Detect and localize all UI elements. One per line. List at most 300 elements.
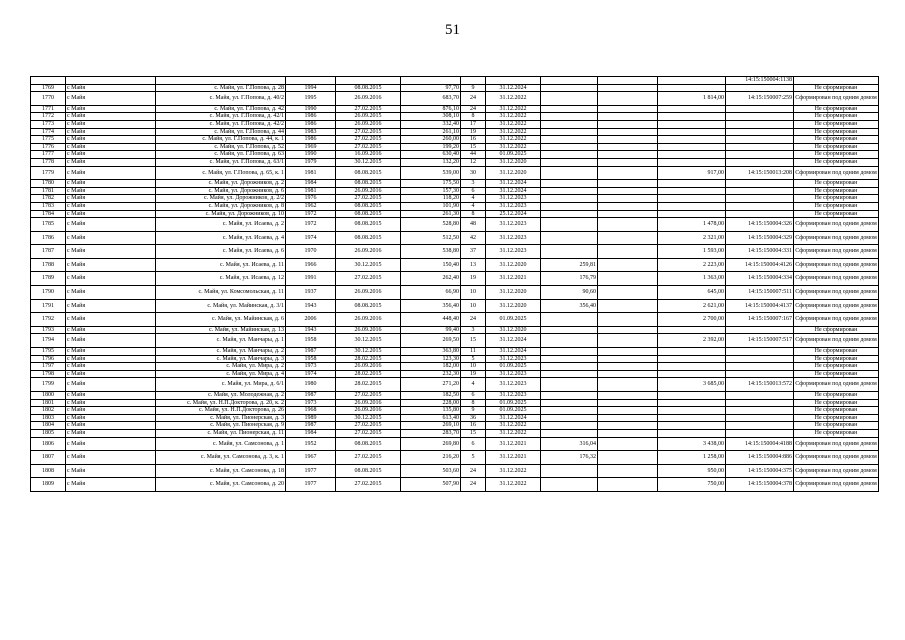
count-cell: 48 [461, 218, 486, 232]
address-cell: с. Майя, ул. Мира, д. 2 [156, 363, 286, 371]
area-cell: 216,20 [401, 451, 461, 465]
build-year-cell: 1973 [286, 399, 336, 407]
area-cell: 261,10 [401, 128, 461, 136]
inspection-date-cell: 08.08.2015 [336, 437, 401, 451]
table-row [31, 286, 879, 300]
table-row [31, 113, 879, 121]
empty-cell [598, 166, 658, 180]
count-cell: 3 [461, 326, 486, 334]
value-cell [541, 313, 598, 327]
build-year-cell: 1969 [286, 143, 336, 151]
value-cell [541, 84, 598, 92]
table-row [31, 326, 879, 334]
cadastral-number-cell [726, 202, 794, 210]
build-year-cell: 1952 [286, 437, 336, 451]
row-number-cell: 1776 [31, 143, 66, 151]
deadline-cell: 31.12.2024 [486, 348, 541, 356]
settlement-cell: с Майя [66, 258, 156, 272]
table-row [31, 334, 879, 348]
land-status-cell: Не сформирован [794, 151, 879, 159]
row-number-cell: 1777 [31, 151, 66, 159]
build-year-cell: 1958 [286, 355, 336, 363]
land-area-cell [658, 180, 726, 188]
row-number-cell: 1783 [31, 202, 66, 210]
settlement-cell: с Майя [66, 429, 156, 437]
inspection-date-cell: 26.09.2016 [336, 92, 401, 106]
land-status-cell: Сформирован под одним домом [794, 286, 879, 300]
inspection-date-cell: 27.02.2015 [336, 195, 401, 203]
row-number-cell: 1785 [31, 218, 66, 232]
cadastral-number-cell [726, 113, 794, 121]
empty-cell [598, 272, 658, 286]
value-cell [541, 136, 598, 144]
table-row [31, 437, 879, 451]
cadastral-number-cell [726, 370, 794, 378]
land-area-cell [658, 326, 726, 334]
cadastral-number-cell [726, 363, 794, 371]
deadline-cell: 01.09.2025 [486, 407, 541, 415]
value-cell [541, 187, 598, 195]
count-cell: 4 [461, 378, 486, 392]
table-row [31, 422, 879, 430]
area-cell: 99,40 [401, 326, 461, 334]
row-number-cell: 1795 [31, 348, 66, 356]
count-cell: 15 [461, 334, 486, 348]
row-number-cell: 1809 [31, 478, 66, 492]
empty-cell [598, 128, 658, 136]
land-status-cell: Не сформирован [794, 392, 879, 400]
count-cell: 30 [461, 166, 486, 180]
land-area-cell: 1 814,00 [658, 92, 726, 106]
value-cell [541, 378, 598, 392]
land-status-cell: Сформирован под одним домом [794, 478, 879, 492]
deadline-cell: 31.12.2020 [486, 326, 541, 334]
land-area-cell [658, 414, 726, 422]
count-cell: 4 [461, 202, 486, 210]
table-row [31, 478, 879, 492]
area-cell: 613,40 [401, 414, 461, 422]
empty-cell [598, 313, 658, 327]
value-cell: 316,04 [541, 437, 598, 451]
area-cell: 283,70 [401, 429, 461, 437]
inspection-date-cell: 26.09.2016 [336, 326, 401, 334]
row-number-cell: 1774 [31, 128, 66, 136]
inspection-date-cell: 26.09.2016 [336, 245, 401, 259]
inspection-date-cell: 08.08.2015 [336, 299, 401, 313]
cadastral-number-cell: 14:15:150004:1138 [726, 77, 794, 85]
land-area-cell: 2 321,00 [658, 231, 726, 245]
value-cell [541, 231, 598, 245]
land-status-cell: Сформирован под одним домом [794, 299, 879, 313]
value-cell [541, 195, 598, 203]
land-status-cell: Сформирован под одним домом [794, 218, 879, 232]
land-area-cell: 2 223,00 [658, 258, 726, 272]
address-cell: с. Майя, ул. Дорожников, д. 8 [156, 202, 286, 210]
address-cell: с. Майя, ул. Г.Попова, д. 63/1 [156, 158, 286, 166]
table-row [31, 378, 879, 392]
value-cell [541, 464, 598, 478]
table-row [31, 202, 879, 210]
value-cell [541, 348, 598, 356]
land-status-cell: Не сформирован [794, 113, 879, 121]
build-year-cell: 1995 [286, 92, 336, 106]
value-cell [541, 422, 598, 430]
build-year-cell: 1981 [286, 166, 336, 180]
cadastral-number-cell: 14:15:150004:334 [726, 272, 794, 286]
area-cell: 262,40 [401, 272, 461, 286]
deadline-cell: 31.12.2022 [486, 92, 541, 106]
cadastral-number-cell: 14:15:150004:326 [726, 218, 794, 232]
settlement-cell: с Майя [66, 399, 156, 407]
empty-cell [598, 105, 658, 113]
land-status-cell: Не сформирован [794, 422, 879, 430]
land-area-cell [658, 158, 726, 166]
address-cell: с. Майя, ул. Манчары, д. 1 [156, 334, 286, 348]
count-cell: 17 [461, 120, 486, 128]
empty-cell [598, 143, 658, 151]
deadline-cell: 01.09.2025 [486, 313, 541, 327]
empty-cell [598, 370, 658, 378]
land-status-cell: Сформирован под одним домом [794, 272, 879, 286]
cadastral-number-cell [726, 187, 794, 195]
address-cell: с. Майя, ул. Исаева, д. 11 [156, 258, 286, 272]
build-year-cell: 2006 [286, 313, 336, 327]
address-cell: с. Майя, ул. Г.Попова, д. 40/2 [156, 92, 286, 106]
land-status-cell: Сформирован под одним домом [794, 92, 879, 106]
land-status-cell: Не сформирован [794, 429, 879, 437]
row-number-cell: 1791 [31, 299, 66, 313]
deadline-cell: 31.12.2023 [486, 392, 541, 400]
count-cell: 6 [461, 187, 486, 195]
inspection-date-cell: 08.08.2015 [336, 166, 401, 180]
count-cell: 11 [461, 348, 486, 356]
land-status-cell: Сформирован под одним домом [794, 451, 879, 465]
inspection-date-cell: 08.08.2015 [336, 84, 401, 92]
address-cell: с. Майя, ул. Майинская, д. 13 [156, 326, 286, 334]
value-cell [541, 202, 598, 210]
settlement-cell: с Майя [66, 245, 156, 259]
address-cell: с. Майя, ул. Г.Попова, д. 42/1 [156, 113, 286, 121]
inspection-date-cell: 26.09.2016 [336, 286, 401, 300]
area-cell: 269,50 [401, 334, 461, 348]
table-row [31, 451, 879, 465]
value-cell [541, 326, 598, 334]
row-number-cell: 1770 [31, 92, 66, 106]
row-number-cell: 1786 [31, 231, 66, 245]
area-cell: 683,70 [401, 92, 461, 106]
address-cell: с. Майя, ул. Г.Попова, д. 52 [156, 143, 286, 151]
row-number-cell: 1771 [31, 105, 66, 113]
value-cell [541, 180, 598, 188]
land-status-cell: Не сформирован [794, 370, 879, 378]
table-row [31, 414, 879, 422]
empty-cell [598, 210, 658, 218]
table-row [31, 120, 879, 128]
land-status-cell: Не сформирован [794, 210, 879, 218]
land-status-cell: Не сформирован [794, 414, 879, 422]
value-cell [541, 429, 598, 437]
land-area-cell [658, 399, 726, 407]
settlement-cell: с Майя [66, 180, 156, 188]
row-number-cell: 1804 [31, 422, 66, 430]
deadline-cell: 31.12.2020 [486, 258, 541, 272]
land-area-cell [658, 355, 726, 363]
count-cell: 10 [461, 286, 486, 300]
address-cell: с. Майя, ул. Дорожников, д. 2/2 [156, 195, 286, 203]
count-cell: 15 [461, 429, 486, 437]
build-year-cell: 1979 [286, 158, 336, 166]
table-row [31, 84, 879, 92]
cadastral-number-cell [726, 348, 794, 356]
inspection-date-cell: 28.02.2015 [336, 378, 401, 392]
count-cell: 6 [461, 437, 486, 451]
area-cell: 97,70 [401, 84, 461, 92]
count-cell: 24 [461, 478, 486, 492]
table-row [31, 355, 879, 363]
area-cell: 876,10 [401, 105, 461, 113]
deadline-cell: 31.12.2022 [486, 464, 541, 478]
value-cell [541, 334, 598, 348]
row-number-cell: 1799 [31, 378, 66, 392]
area-cell: 150,40 [401, 258, 461, 272]
row-number-cell: 1772 [31, 113, 66, 121]
address-cell: с. Майя, ул. Г.Попова, д. 28 [156, 84, 286, 92]
build-year-cell: 1958 [286, 334, 336, 348]
land-status-cell: Не сформирован [794, 202, 879, 210]
inspection-date-cell: 08.08.2015 [336, 180, 401, 188]
settlement-cell: с Майя [66, 143, 156, 151]
land-status-cell: Не сформирован [794, 363, 879, 371]
table-row [31, 272, 879, 286]
cadastral-number-cell [726, 355, 794, 363]
address-cell: с. Майя, ул. Мира, д. 4 [156, 370, 286, 378]
empty-cell [598, 392, 658, 400]
settlement-cell: с Майя [66, 286, 156, 300]
empty-cell [598, 437, 658, 451]
inspection-date-cell: 30.12.2015 [336, 414, 401, 422]
settlement-cell: с Майя [66, 128, 156, 136]
inspection-date-cell: 26.09.2016 [336, 407, 401, 415]
row-number-cell: 1797 [31, 363, 66, 371]
deadline-cell: 31.12.2022 [486, 143, 541, 151]
deadline-cell: 31.12.2022 [486, 429, 541, 437]
inspection-date-cell: 27.02.2015 [336, 392, 401, 400]
value-cell: 356,40 [541, 299, 598, 313]
area-cell: 512,50 [401, 231, 461, 245]
settlement-cell: с Майя [66, 478, 156, 492]
land-area-cell [658, 120, 726, 128]
row-number-cell: 1780 [31, 180, 66, 188]
area-cell: 182,00 [401, 363, 461, 371]
address-cell: с. Майя, ул. Самсонова, д. 18 [156, 464, 286, 478]
address-cell: с. Майя, ул. Пионерская, д. 9 [156, 422, 286, 430]
settlement-cell: с Майя [66, 105, 156, 113]
land-area-cell: 3 685,00 [658, 378, 726, 392]
inspection-date-cell: 26.09.2016 [336, 363, 401, 371]
inspection-date-cell: 08.08.2015 [336, 464, 401, 478]
land-area-cell: 1 593,00 [658, 245, 726, 259]
cadastral-number-cell [726, 151, 794, 159]
address-cell: с. Майя, ул. Исаева, д. 2 [156, 218, 286, 232]
page-number: 51 [445, 22, 460, 38]
count-cell: 16 [461, 422, 486, 430]
row-number-cell: 1801 [31, 399, 66, 407]
row-number-cell: 1787 [31, 245, 66, 259]
deadline-cell: 31.12.2022 [486, 105, 541, 113]
area-cell: 199,20 [401, 143, 461, 151]
count-cell: 19 [461, 370, 486, 378]
land-area-cell [658, 422, 726, 430]
value-cell [541, 407, 598, 415]
inspection-date-cell: 27.02.2015 [336, 105, 401, 113]
count-cell: 24 [461, 92, 486, 106]
build-year-cell: 1987 [286, 422, 336, 430]
address-cell: с. Майя, ул. Майинская, д. 6 [156, 313, 286, 327]
table-row [31, 231, 879, 245]
housing-register-table [30, 76, 879, 492]
settlement-cell: с Майя [66, 422, 156, 430]
table-row [31, 151, 879, 159]
count-cell: 5 [461, 355, 486, 363]
deadline-cell: 31.12.2021 [486, 451, 541, 465]
deadline-cell: 31.12.2020 [486, 299, 541, 313]
deadline-cell: 31.12.2024 [486, 334, 541, 348]
value-cell [541, 158, 598, 166]
settlement-cell: с Майя [66, 120, 156, 128]
area-cell: 538,80 [401, 245, 461, 259]
area-cell: 356,40 [401, 299, 461, 313]
count-cell: 24 [461, 105, 486, 113]
land-area-cell: 2 621,00 [658, 299, 726, 313]
settlement-cell: с Майя [66, 299, 156, 313]
value-cell [541, 120, 598, 128]
inspection-date-cell: 27.02.2015 [336, 478, 401, 492]
inspection-date-cell: 28.02.2015 [336, 370, 401, 378]
land-area-cell [658, 429, 726, 437]
row-number-cell: 1779 [31, 166, 66, 180]
empty-cell [598, 195, 658, 203]
value-cell: 259,81 [541, 258, 598, 272]
address-cell: с. Майя, ул. Дорожников, д. 6 [156, 187, 286, 195]
cadastral-number-cell [726, 399, 794, 407]
address-cell: с. Майя, ул. Манчары, д. 2 [156, 348, 286, 356]
address-cell: с. Майя, ул. Г.Попова, д. 42/2 [156, 120, 286, 128]
deadline-cell: 31.12.2023 [486, 195, 541, 203]
row-number-cell: 1806 [31, 437, 66, 451]
table-row [31, 464, 879, 478]
cadastral-number-cell: 14:15:150013:208 [726, 166, 794, 180]
build-year-cell: 1987 [286, 392, 336, 400]
build-year-cell: 1943 [286, 299, 336, 313]
deadline-cell: 31.12.2024 [486, 180, 541, 188]
land-area-cell [658, 202, 726, 210]
row-number-cell: 1807 [31, 451, 66, 465]
empty-cell [598, 136, 658, 144]
build-year-cell: 1986 [286, 136, 336, 144]
land-status-cell: Сформирован под одним домом [794, 258, 879, 272]
land-status-cell: Не сформирован [794, 348, 879, 356]
address-cell: с. Майя, ул. Пионерская, д. 11 [156, 429, 286, 437]
value-cell [541, 210, 598, 218]
cadastral-number-cell: 14:15:150007:511 [726, 286, 794, 300]
row-number-cell: 1798 [31, 370, 66, 378]
value-cell [541, 399, 598, 407]
inspection-date-cell: 08.08.2015 [336, 202, 401, 210]
build-year-cell: 1973 [286, 363, 336, 371]
area-cell: 118,20 [401, 195, 461, 203]
land-status-cell: Сформирован под одним домом [794, 245, 879, 259]
address-cell: с. Майя, ул. Манчары, д. 3 [156, 355, 286, 363]
row-number-cell: 1792 [31, 313, 66, 327]
empty-cell [598, 180, 658, 188]
land-status-cell: Сформирован под одним домом [794, 166, 879, 180]
settlement-cell: с Майя [66, 407, 156, 415]
area-cell: 630,40 [401, 151, 461, 159]
land-area-cell [658, 407, 726, 415]
land-area-cell [658, 392, 726, 400]
value-cell: 176,79 [541, 272, 598, 286]
count-cell: 19 [461, 272, 486, 286]
area-cell: 123,30 [401, 355, 461, 363]
inspection-date-cell: 26.09.2016 [336, 313, 401, 327]
cadastral-number-cell: 14:15:150004:4126 [726, 258, 794, 272]
table-row [31, 258, 879, 272]
build-year-cell: 1937 [286, 286, 336, 300]
area-cell: 332,40 [401, 120, 461, 128]
address-cell: с. Майя, ул. Мира, д. 6/1 [156, 378, 286, 392]
area-cell: 269,10 [401, 422, 461, 430]
table-row [31, 370, 879, 378]
build-year-cell: 1974 [286, 370, 336, 378]
row-number-cell: 1778 [31, 158, 66, 166]
land-status-cell: Не сформирован [794, 326, 879, 334]
land-area-cell [658, 84, 726, 92]
inspection-date-cell: 27.02.2015 [336, 143, 401, 151]
settlement-cell: с Майя [66, 166, 156, 180]
land-status-cell: Не сформирован [794, 84, 879, 92]
build-year-cell: 1986 [286, 113, 336, 121]
inspection-date-cell: 27.02.2015 [336, 429, 401, 437]
empty-cell [598, 355, 658, 363]
cadastral-number-cell [726, 326, 794, 334]
row-number-cell: 1793 [31, 326, 66, 334]
value-cell [541, 151, 598, 159]
cadastral-number-cell [726, 392, 794, 400]
cadastral-number-cell [726, 414, 794, 422]
cadastral-number-cell [726, 158, 794, 166]
cadastral-number-cell [726, 84, 794, 92]
land-status-cell: Не сформирован [794, 120, 879, 128]
inspection-date-cell: 30.12.2015 [336, 158, 401, 166]
value-cell [541, 113, 598, 121]
land-area-cell: 750,00 [658, 478, 726, 492]
count-cell: 8 [461, 399, 486, 407]
build-year-cell: 1977 [286, 478, 336, 492]
build-year-cell: 1972 [286, 210, 336, 218]
count-cell: 15 [461, 143, 486, 151]
value-cell [541, 414, 598, 422]
deadline-cell: 31.12.2023 [486, 231, 541, 245]
table-row [31, 128, 879, 136]
cadastral-number-cell [726, 143, 794, 151]
deadline-cell: 31.12.2020 [486, 166, 541, 180]
value-cell [541, 392, 598, 400]
count-cell: 16 [461, 136, 486, 144]
land-status-cell: Не сформирован [794, 128, 879, 136]
deadline-cell: 31.12.2022 [486, 128, 541, 136]
land-status-cell: Не сформирован [794, 136, 879, 144]
table-row [31, 92, 879, 106]
